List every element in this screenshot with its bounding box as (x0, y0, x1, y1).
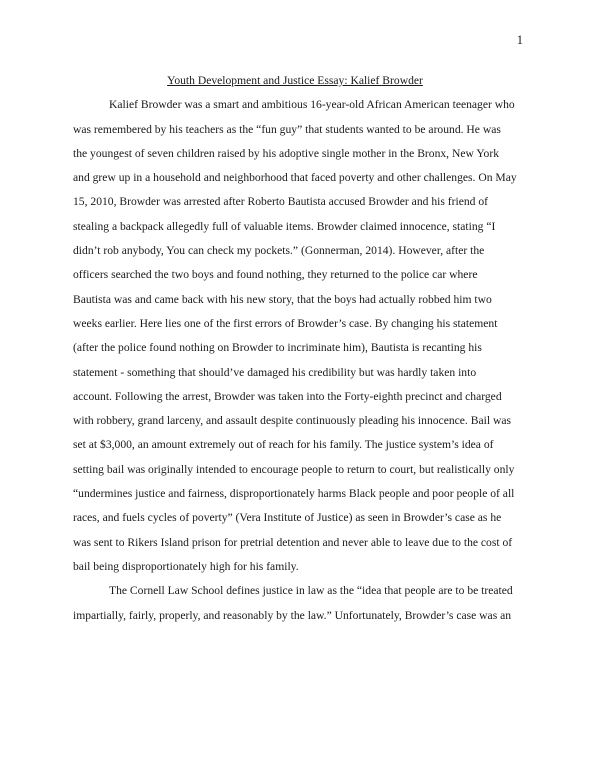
paragraph-1: Kalief Browder was a smart and ambitious 16-year-old African American teenager who was remembered by his teachers as the “fun guy” that students wanted to be around. He was the youngest of seven children raised by his adoptive single mother in the Bronx, New York and grew up in a household and neighborhood that faced poverty and other challenges. On May 15, 2010, Browder was arrested after Roberto Bautista accused Browder and his friend of stealing a backpack allegedly full of valuable items. Browder claimed innocence, stating “I didn’t rob anybody, You can check my pockets.” (Gonnerman, 2014). However, after the officers searched the two boys and found nothing, they returned to the police car where Bautista was and came back with his new story, that the boys had actually robbed him two weeks earlier. Here lies one of the first errors of Browder’s case. By changing his statement (after the police found nothing on Browder to incriminate him), Bautista is recanting his statement - something that should’ve damaged his credibility but was hardly taken into account. Following the arrest, Browder was taken into the Forty-eighth precinct and charged with robbery, grand larceny, and assault despite continuously pleading his innocence. Bail was set at $3,000, an amount extremely out of reach for his family. The justice system’s idea of setting bail was originally intended to encourage people to return to court, but realistically only “undermines justice and fairness, disproportionately harms Black people and poor people of all races, and fuels cycles of poverty” (Vera Institute of Justice) as seen in Browder’s case as he was sent to Rikers Island prison for pretrial detention and never able to leave due to the cost of bail being disproportionately high for his family. (73, 98, 517, 573)
essay-title: Youth Development and Justice Essay: Kalief Browder (167, 74, 423, 87)
essay-body (73, 69, 517, 628)
page-number: 1 (516, 33, 523, 47)
paragraph-2: The Cornell Law School defines justice in law as the “idea that people are to be treated impartially, fairly, properly, and reasonably by the law.” Unfortunately, Browder’s case was an (73, 584, 513, 622)
